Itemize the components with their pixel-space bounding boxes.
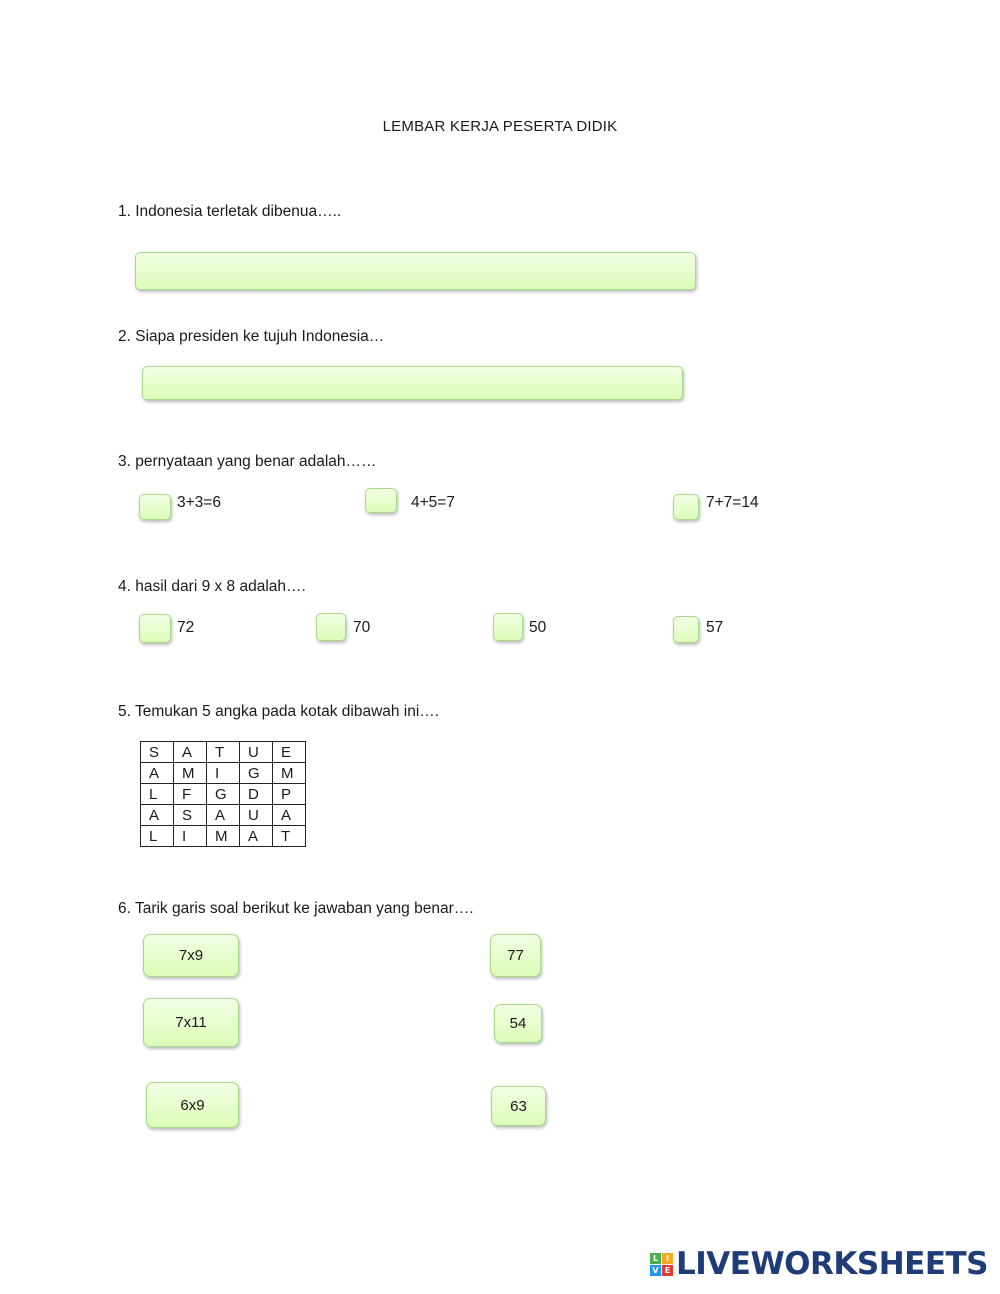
question-2: 2. Siapa presiden ke tujuh Indonesia… — [118, 328, 385, 345]
logo-icon-letter: V — [650, 1265, 661, 1276]
match-left-2[interactable]: 7x11 — [143, 998, 239, 1047]
grid-cell: S — [141, 742, 174, 763]
letter-grid — [140, 741, 306, 847]
grid-cell: P — [273, 784, 306, 805]
liveworksheets-logo — [650, 1246, 988, 1282]
grid-cell: A — [141, 805, 174, 826]
grid-cell: T — [207, 742, 240, 763]
q4-option-3-checkbox[interactable] — [493, 613, 523, 641]
grid-cell: G — [207, 784, 240, 805]
match-left-3[interactable]: 6x9 — [146, 1082, 239, 1128]
grid-cell: L — [141, 784, 174, 805]
grid-cell: A — [207, 805, 240, 826]
grid-row — [141, 784, 306, 805]
grid-cell: T — [273, 826, 306, 847]
q3-option-3-label: 7+7=14 — [706, 494, 759, 511]
grid-row — [141, 742, 306, 763]
q4-option-1-checkbox[interactable] — [139, 614, 171, 643]
answer-input-2[interactable] — [142, 366, 683, 400]
match-right-1[interactable]: 77 — [490, 934, 541, 977]
grid-cell: I — [174, 826, 207, 847]
q4-option-4-label: 57 — [706, 619, 724, 636]
grid-cell: M — [273, 763, 306, 784]
q3-option-3-checkbox[interactable] — [673, 494, 699, 520]
grid-cell: F — [174, 784, 207, 805]
brand-name: LIVEWORKSHEETS — [676, 1246, 988, 1282]
logo-icon-letter: L — [650, 1253, 661, 1264]
grid-row — [141, 805, 306, 826]
grid-cell: I — [207, 763, 240, 784]
grid-cell: M — [174, 763, 207, 784]
q3-option-1-checkbox[interactable] — [139, 494, 171, 520]
question-4: 4. hasil dari 9 x 8 adalah…. — [118, 578, 306, 595]
grid-cell: G — [240, 763, 273, 784]
grid-row — [141, 826, 306, 847]
grid-cell: U — [240, 742, 273, 763]
grid-cell: M — [207, 826, 240, 847]
match-right-3[interactable]: 63 — [491, 1086, 546, 1126]
grid-cell: U — [240, 805, 273, 826]
q4-option-4-checkbox[interactable] — [673, 616, 699, 643]
page-title: LEMBAR KERJA PESERTA DIDIK — [382, 118, 618, 135]
grid-cell: S — [174, 805, 207, 826]
q4-option-2-label: 70 — [353, 619, 371, 636]
answer-input-1[interactable] — [135, 252, 696, 290]
question-1: 1. Indonesia terletak dibenua….. — [118, 203, 342, 220]
q3-option-1-label: 3+3=6 — [177, 494, 221, 511]
grid-row — [141, 763, 306, 784]
question-5: 5. Temukan 5 angka pada kotak dibawah ini…. — [118, 703, 440, 720]
grid-cell: A — [174, 742, 207, 763]
grid-cell: E — [273, 742, 306, 763]
match-right-2[interactable]: 54 — [494, 1004, 542, 1043]
q4-option-2-checkbox[interactable] — [316, 613, 346, 641]
grid-cell: A — [273, 805, 306, 826]
grid-cell: L — [141, 826, 174, 847]
grid-cell: A — [141, 763, 174, 784]
logo-icon — [650, 1253, 673, 1276]
q3-option-2-label: 4+5=7 — [411, 494, 455, 511]
match-left-1[interactable]: 7x9 — [143, 934, 239, 977]
logo-icon-letter: E — [662, 1265, 673, 1276]
logo-icon-letter: I — [662, 1253, 673, 1264]
question-3: 3. pernyataan yang benar adalah…… — [118, 453, 377, 470]
q3-option-2-checkbox[interactable] — [365, 488, 397, 513]
grid-cell: D — [240, 784, 273, 805]
grid-cell: A — [240, 826, 273, 847]
question-6: 6. Tarik garis soal berikut ke jawaban yang benar…. — [118, 900, 474, 917]
q4-option-1-label: 72 — [177, 619, 195, 636]
q4-option-3-label: 50 — [529, 619, 547, 636]
